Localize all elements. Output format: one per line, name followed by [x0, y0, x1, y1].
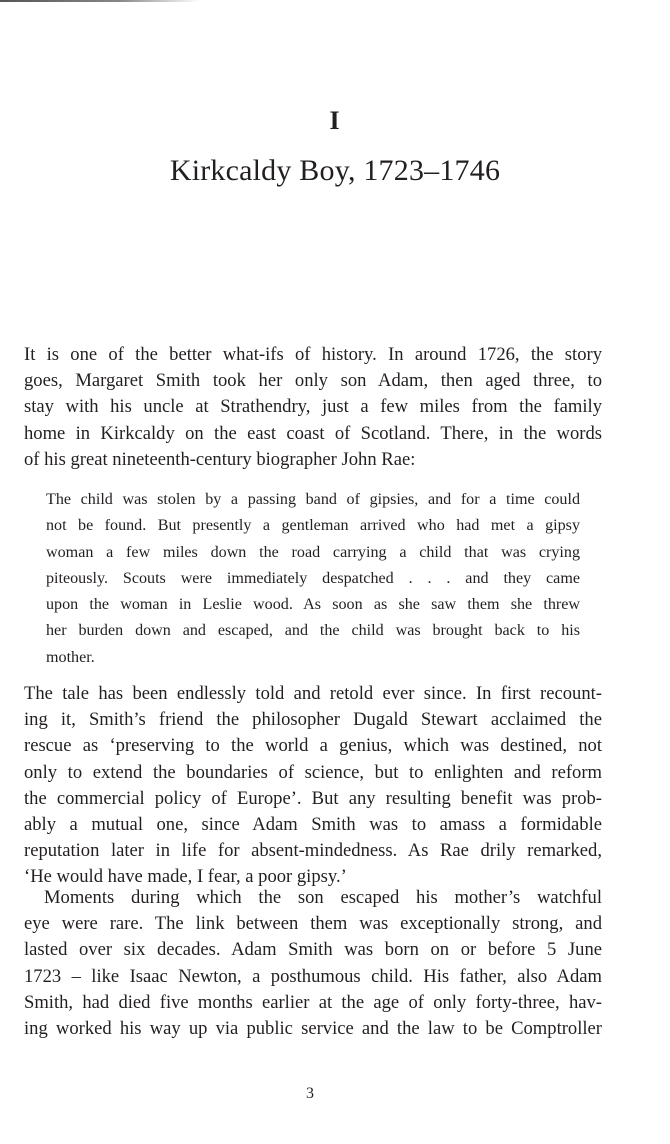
text-line: of his great nineteenth-century biographer John Rae: [24, 448, 416, 470]
quote-line: The child was stolen by a passing band of gipsies, and for a time could [46, 491, 580, 508]
text-line: Moments during which the son escaped his mother’s watchful [44, 887, 602, 908]
text-line: reputation later in life for absent-mindedness. As Rae drily remarked, [24, 840, 602, 862]
scan-edge-artifact [0, 0, 200, 2]
text-line: ‘He would have made, I fear, a poor gipsy.’ [24, 866, 347, 888]
paragraph-3 [24, 885, 602, 1042]
text-line: Smith, had died five months earlier at the age of only forty-three, hav- [24, 991, 602, 1013]
block-quote [46, 487, 580, 671]
text-line: eye were rare. The link between them was exceptionally strong, and [24, 913, 602, 935]
paragraph-1 [24, 342, 602, 473]
text-line: the commercial policy of Europe’. But any resulting benefit was prob- [24, 787, 602, 809]
text-line: home in Kirkcaldy on the east coast of Scotland. There, in the words [24, 422, 602, 444]
chapter-number: I [329, 106, 341, 135]
quote-line: not be found. But presently a gentleman arrived who had met a gipsy [46, 517, 580, 535]
text-line: stay with his uncle at Strathendry, just a few miles from the family [24, 396, 602, 418]
text-line: The tale has been endlessly told and retold ever since. In first recount- [24, 683, 602, 704]
text-line: ably a mutual one, since Adam Smith was to amass a formidable [24, 814, 602, 836]
text-line: 1723 – like Isaac Newton, a posthumous child. His father, also Adam [24, 965, 602, 987]
quote-line: piteously. Scouts were immediately despatched . . . and they came [46, 569, 580, 587]
text-line: ing worked his way up via public service and the law to be Comptroller [24, 1018, 602, 1040]
text-line: only to extend the boundaries of science, but to enlighten and reform [24, 761, 602, 783]
text-line: lasted over six decades. Adam Smith was born on or before 5 June [24, 939, 602, 961]
paragraph-2 [24, 681, 602, 891]
chapter-title: Kirkcaldy Boy, 1723–1746 [169, 154, 501, 187]
text-line: goes, Margaret Smith took her only son Adam, then aged three, to [24, 370, 602, 392]
text-line: rescue as ‘preserving to the world a genius, which was destined, not [24, 735, 602, 757]
text-line: ing it, Smith’s friend the philosopher Dugald Stewart acclaimed the [24, 709, 602, 731]
quote-line: mother. [46, 648, 95, 666]
quote-line: her burden down and escaped, and the child was brought back to his [46, 622, 580, 640]
text-line: It is one of the better what-ifs of history. In around 1726, the story [24, 344, 602, 365]
quote-line: woman a few miles down the road carrying a child that was crying [46, 543, 580, 561]
page-number: 3 [306, 1085, 314, 1102]
quote-line: upon the woman in Leslie wood. As soon as she saw them she threw [46, 596, 580, 614]
